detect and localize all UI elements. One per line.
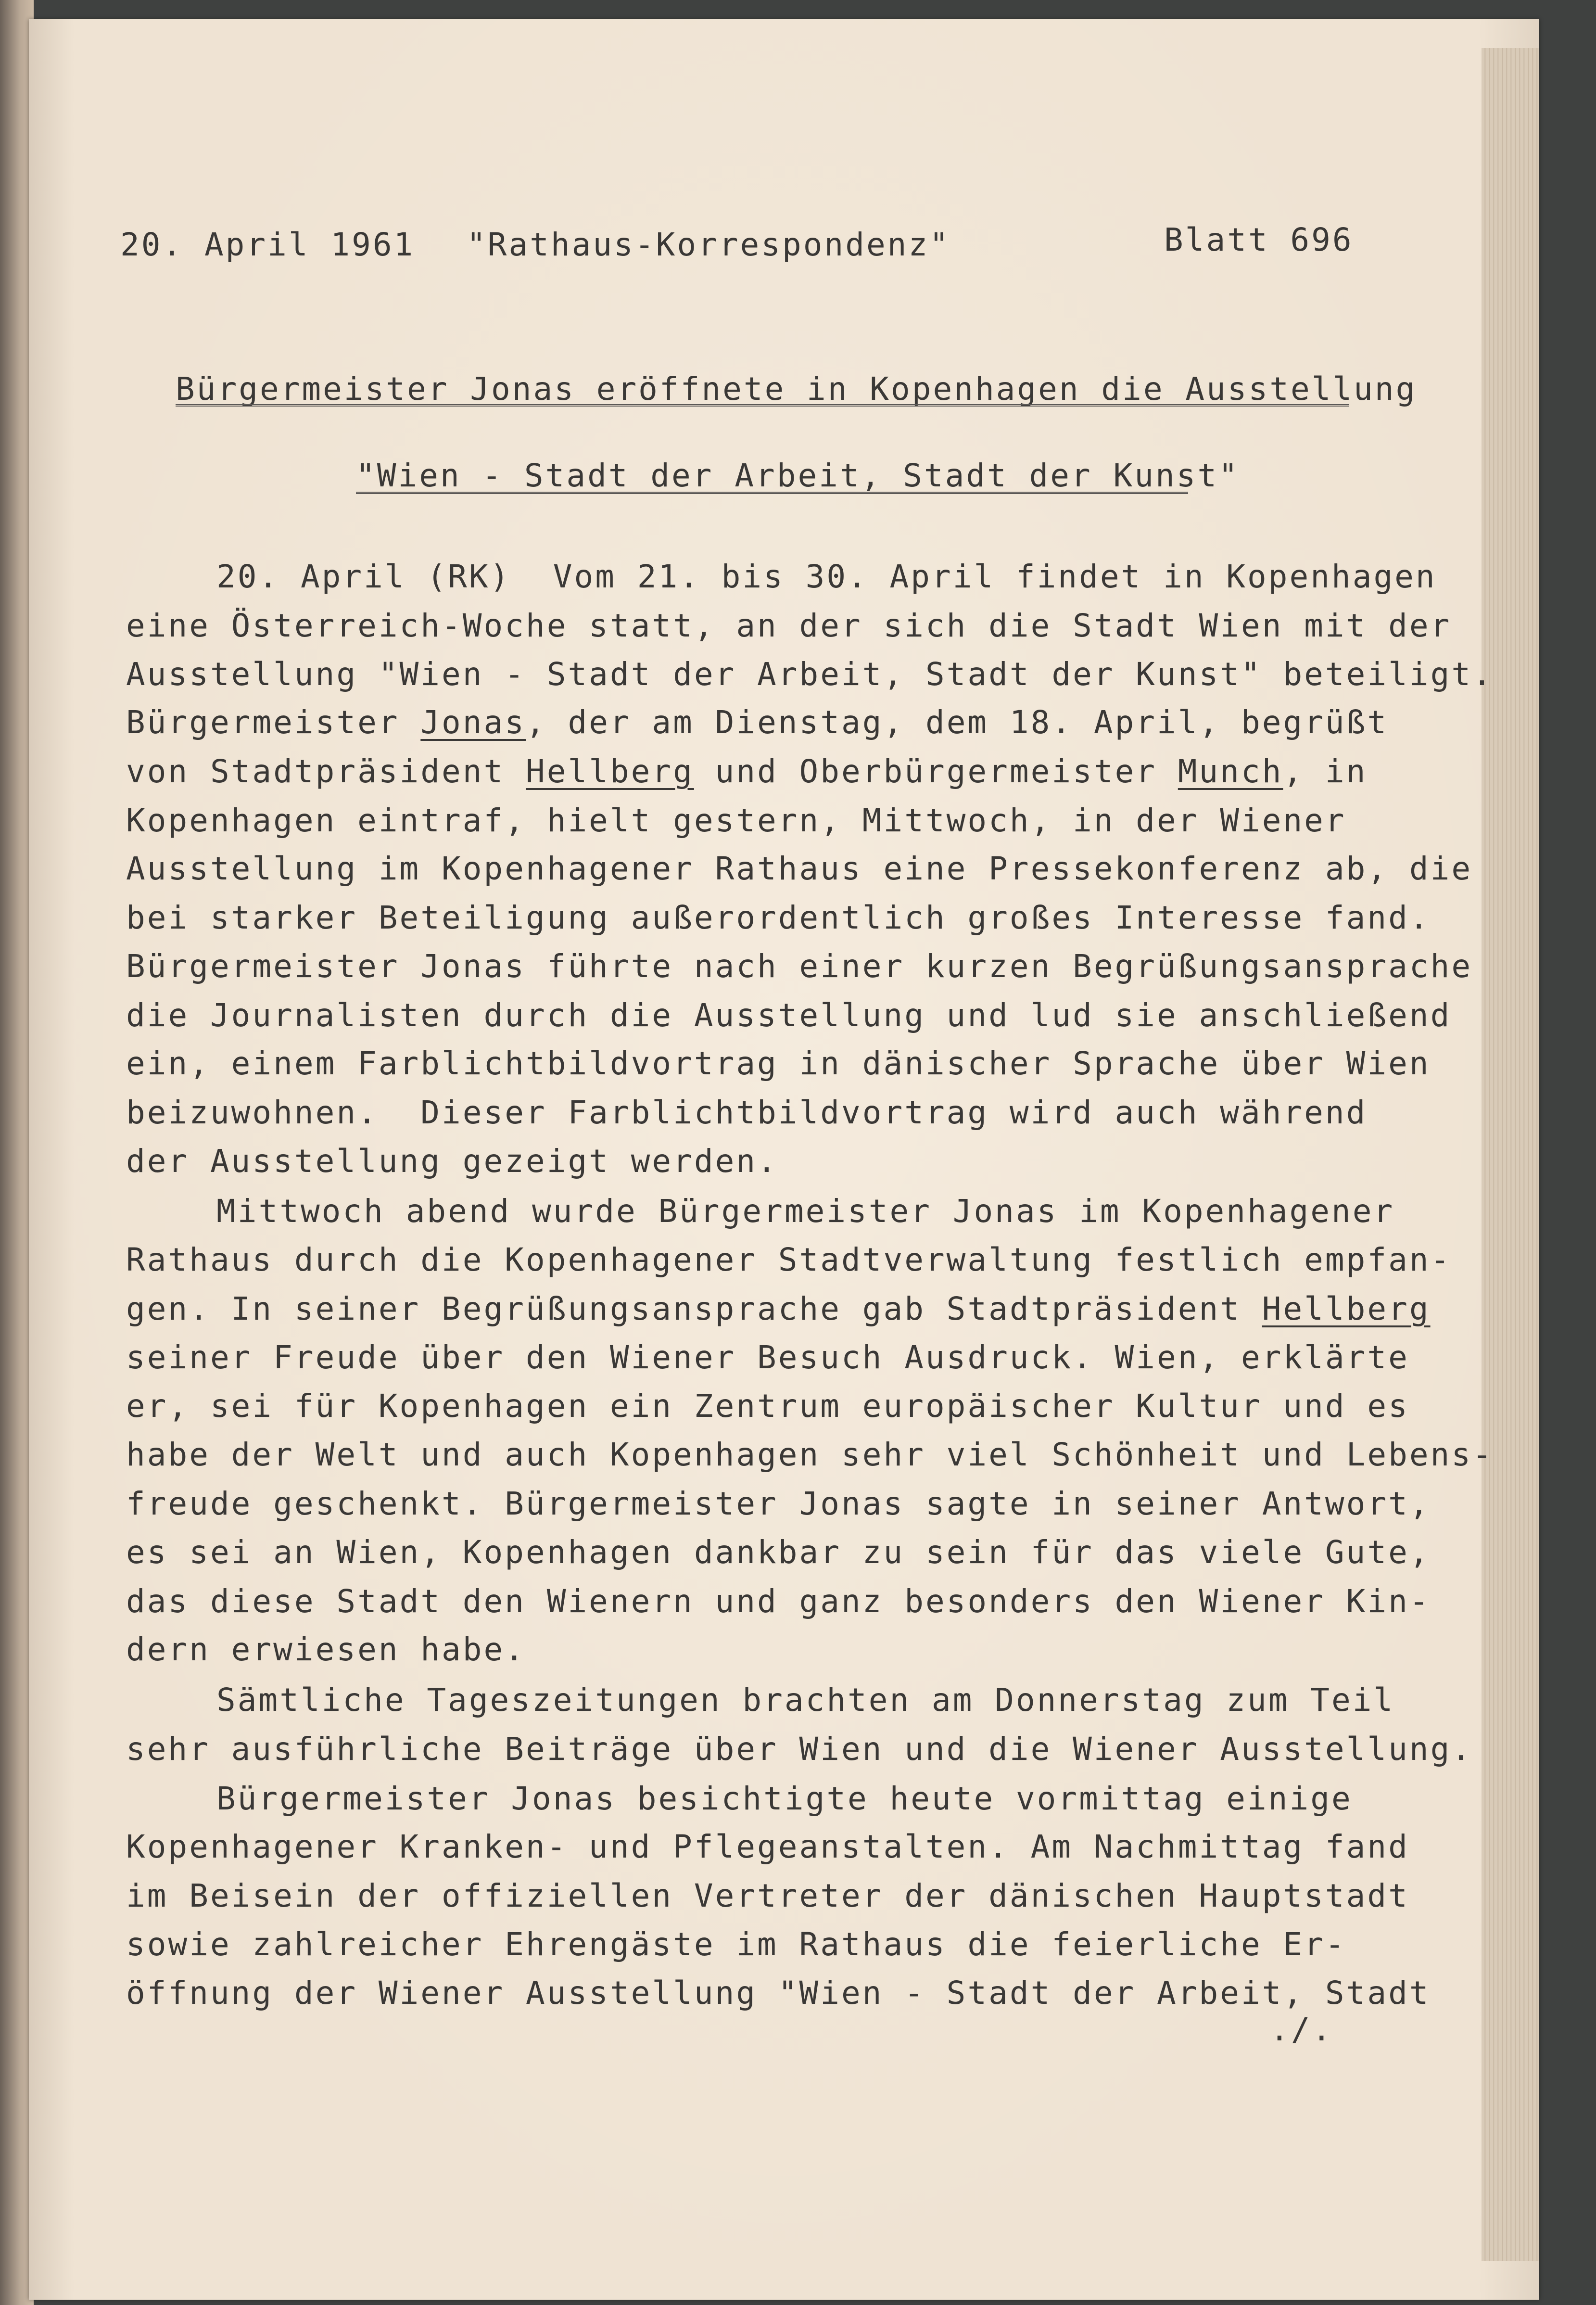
headline-line-1: Bürgermeister Jonas eröffnete in Kopenhagen die Ausstellung: [176, 370, 1417, 408]
body-line: Ausstellung "Wien - Stadt der Arbeit, Stadt der Kunst" beteiligt.: [126, 656, 1494, 693]
line-segment: gen. In seiner Begrüßungsansprache gab Stadtpräsident: [126, 1290, 1262, 1327]
body-line: habe der Welt und auch Kopenhagen sehr viel Schönheit und Lebens-: [126, 1436, 1494, 1473]
underlined-name: Jonas: [420, 704, 526, 741]
continuation-mark: ./.: [1270, 2011, 1333, 2048]
body-line: im Beisein der offiziellen Vertreter der dänischen Hauptstadt: [126, 1877, 1409, 1914]
line-segment: und Oberbürgermeister: [694, 753, 1178, 790]
line-segment: , der am Dienstag, dem 18. April, begrüßt: [525, 704, 1389, 741]
header-publication: "Rathaus-Korrespondenz": [467, 226, 950, 263]
body-line: es sei an Wien, Kopenhagen dankbar zu sein für das viele Gute,: [126, 1534, 1431, 1571]
line-segment: von Stadtpräsident: [126, 753, 526, 790]
body-line: Bürgermeister Jonas führte nach einer kurzen Begrüßungsansprache: [126, 948, 1473, 985]
line-segment: , in: [1283, 753, 1368, 790]
body-line: dern erwiesen habe.: [126, 1631, 526, 1668]
body-line: Mittwoch abend wurde Bürgermeister Jonas im Kopenhagener: [216, 1193, 1395, 1230]
body-line: ein, einem Farblichtbildvortrag in dänischer Sprache über Wien: [126, 1045, 1431, 1082]
body-line: Sämtliche Tageszeitungen brachten am Donnerstag zum Teil: [216, 1681, 1395, 1719]
body-line: seiner Freude über den Wiener Besuch Ausdruck. Wien, erklärte: [126, 1339, 1409, 1376]
body-line: [126, 704, 1388, 741]
body-line: der Ausstellung gezeigt werden.: [126, 1143, 778, 1180]
body-line: die Journalisten durch die Ausstellung und lud sie anschließend: [126, 997, 1452, 1034]
underlined-name: Munch: [1178, 753, 1283, 790]
body-line: [126, 753, 1367, 790]
body-line: öffnung der Wiener Ausstellung "Wien - Stadt der Arbeit, Stadt: [126, 1974, 1431, 2012]
body-line: Kopenhagener Kranken- und Pflegeanstalten. Am Nachmittag fand: [126, 1828, 1409, 1865]
body-line: er, sei für Kopenhagen ein Zentrum europäischer Kultur und es: [126, 1388, 1409, 1425]
headline-double-rule-1: [176, 404, 1349, 411]
underlined-name: Hellberg: [1262, 1290, 1431, 1327]
body-line: das diese Stadt den Wienern und ganz besonders den Wiener Kin-: [126, 1583, 1431, 1620]
page-header: [120, 221, 1354, 269]
header-folio: Blatt 696: [1164, 221, 1354, 258]
header-date: 20. April 1961: [120, 226, 415, 263]
body-line: freude geschenkt. Bürgermeister Jonas sagte in seiner Antwort,: [126, 1485, 1431, 1522]
body-line: [126, 1290, 1431, 1327]
body-line: sehr ausführliche Beiträge über Wien und die Wiener Ausstellung.: [126, 1731, 1473, 1768]
body-line: eine Österreich-Woche statt, an der sich die Stadt Wien mit der: [126, 607, 1452, 644]
body-line: 20. April (RK) Vom 21. bis 30. April findet in Kopenhagen: [216, 558, 1437, 595]
line-segment: Bürgermeister: [126, 704, 421, 741]
body-line: bei starker Beteiligung außerordentlich großes Interesse fand.: [126, 899, 1431, 936]
underlined-name: Hellberg: [525, 753, 694, 790]
body-line: Kopenhagen eintraf, hielt gestern, Mittwoch, in der Wiener: [126, 802, 1346, 839]
headline-line-2: "Wien - Stadt der Arbeit, Stadt der Kunst": [356, 457, 1240, 494]
body-line: Ausstellung im Kopenhagener Rathaus eine Pressekonferenz ab, die: [126, 850, 1473, 887]
body-line: Bürgermeister Jonas besichtigte heute vormittag einige: [216, 1780, 1353, 1817]
body-line: Rathaus durch die Kopenhagener Stadtverwaltung festlich empfan-: [126, 1241, 1452, 1278]
page-stack-edge: [1482, 48, 1539, 2261]
body-line: beizuwohnen. Dieser Farblichtbildvortrag wird auch während: [126, 1094, 1368, 1131]
body-line: sowie zahlreicher Ehrengäste im Rathaus die feierliche Er-: [126, 1926, 1346, 1963]
headline-double-rule-2: [356, 492, 1188, 499]
